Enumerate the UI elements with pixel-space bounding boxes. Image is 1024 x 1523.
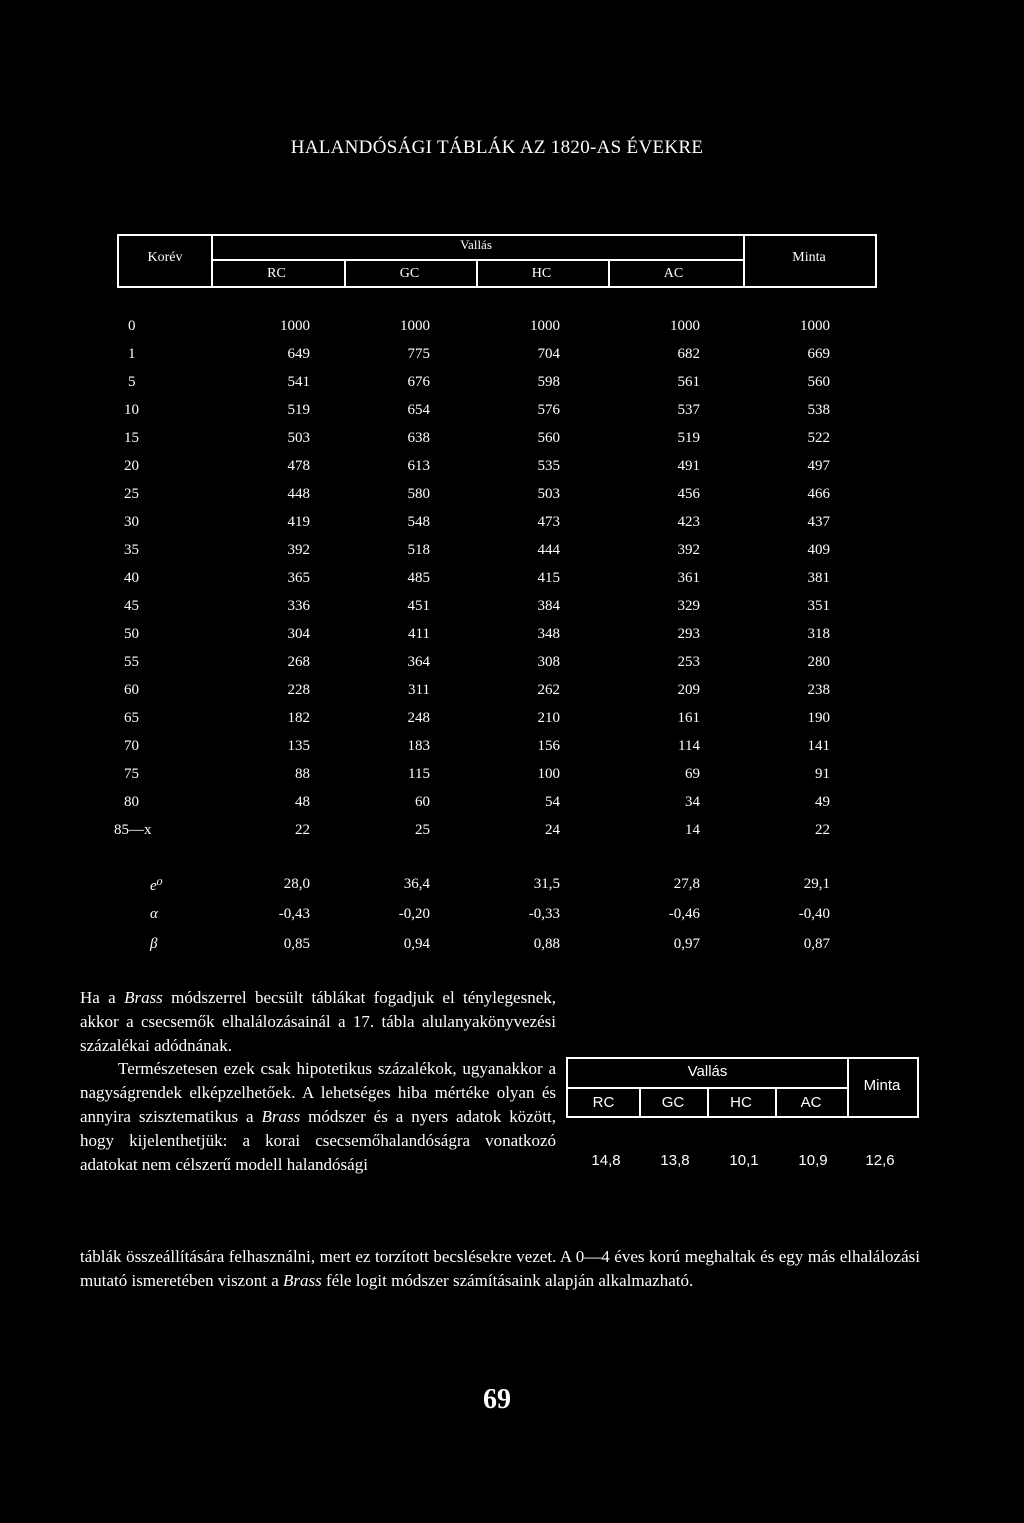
- table-row: [0, 402, 1024, 424]
- value-cell: 497: [807, 458, 830, 474]
- value-cell: 293: [677, 626, 700, 642]
- table-row: [0, 654, 1024, 676]
- value-cell: 135: [287, 738, 310, 754]
- value-cell: -0,33: [528, 906, 560, 922]
- value-cell: 538: [807, 402, 830, 418]
- value-cell: 329: [677, 598, 700, 614]
- value-cell: 423: [677, 514, 700, 530]
- value-cell: 444: [537, 542, 560, 558]
- value-cell: 69: [685, 766, 700, 782]
- value-cell: 280: [807, 654, 830, 670]
- value-cell: 456: [677, 486, 700, 502]
- value-cell: 415: [537, 570, 560, 586]
- age-cell: 85—x: [114, 822, 152, 838]
- header-gc: GC: [399, 266, 420, 281]
- value-cell: 580: [407, 486, 430, 502]
- value-cell: 311: [408, 682, 430, 698]
- inset-header-minta: Minta: [863, 1077, 901, 1094]
- value-cell: 14: [685, 822, 700, 838]
- header-rc: RC: [267, 266, 286, 281]
- table-row: [0, 682, 1024, 704]
- header-age: Korév: [147, 250, 183, 265]
- value-cell: 262: [537, 682, 560, 698]
- body-text-segment: Természetesen ezek csak hipotetikus százalékok, ugyanakkor a nagyságrendek elképzelhetőek.: [80, 1059, 556, 1103]
- value-cell: 560: [807, 374, 830, 390]
- age-cell: 40: [124, 570, 139, 586]
- table-row: [0, 514, 1024, 536]
- value-cell: 24: [545, 822, 560, 838]
- inset-value: 12,6: [865, 1152, 895, 1169]
- body-text: [80, 986, 556, 1176]
- header-ac: AC: [663, 266, 684, 281]
- value-cell: 351: [807, 598, 830, 614]
- brass-term: Brass: [261, 1106, 301, 1126]
- value-cell: 253: [677, 654, 700, 670]
- value-cell: 485: [407, 570, 430, 586]
- value-cell: -0,40: [798, 906, 830, 922]
- age-cell: 1: [128, 346, 136, 362]
- value-cell: 364: [407, 654, 430, 670]
- value-cell: 1000: [670, 318, 700, 334]
- value-cell: 54: [545, 794, 560, 810]
- table-row: [0, 794, 1024, 816]
- age-cell: 75: [124, 766, 139, 782]
- table-row: [0, 710, 1024, 732]
- page-title: HALANDÓSÁGI TÁBLÁK AZ 1820-AS ÉVEKRE: [290, 137, 704, 158]
- stat-row-beta: [0, 936, 1024, 958]
- inset-value: 14,8: [591, 1152, 621, 1169]
- table-row: [0, 570, 1024, 592]
- value-cell: 537: [677, 402, 700, 418]
- value-cell: 451: [407, 598, 430, 614]
- value-cell: 156: [537, 738, 560, 754]
- value-cell: 676: [407, 374, 430, 390]
- value-cell: 437: [807, 514, 830, 530]
- value-cell: 638: [407, 430, 430, 446]
- inset-value: 10,9: [798, 1152, 828, 1169]
- body-text-segment: féle logit módszer számításaink alapján alkalmazható.: [321, 1270, 694, 1290]
- value-cell: 60: [415, 794, 430, 810]
- value-cell: 228: [287, 682, 310, 698]
- body-text-segment: táblák összeállítására felhasználni, mert ez torzított becslésekre vezet. A 0—4 éves korú meghaltak és egy más elhalálozási mutató ismeretében viszont a: [80, 1247, 920, 1290]
- value-cell: 419: [287, 514, 310, 530]
- table-row: [0, 458, 1024, 480]
- value-cell: 0,94: [403, 936, 430, 952]
- value-cell: 409: [807, 542, 830, 558]
- value-cell: 34: [685, 794, 700, 810]
- value-cell: -0,43: [278, 906, 310, 922]
- body-text-segment: módszer és a nyers adatok között, hogy kijelenthetjük: a korai csecsemőhalandóságra vonatkozó adatokat nem célszerű modell halandósági: [80, 1106, 556, 1174]
- value-cell: 522: [807, 430, 830, 446]
- value-cell: 238: [807, 682, 830, 698]
- value-cell: 466: [807, 486, 830, 502]
- age-cell: 70: [124, 738, 139, 754]
- age-cell: 25: [124, 486, 139, 502]
- value-cell: 28,0: [283, 876, 310, 892]
- value-cell: 27,8: [673, 876, 700, 892]
- value-cell: 669: [807, 346, 830, 362]
- value-cell: 25: [415, 822, 430, 838]
- stat-label: α: [150, 906, 158, 922]
- value-cell: 318: [807, 626, 830, 642]
- header-religion: Vallás: [460, 237, 492, 252]
- value-cell: 518: [407, 542, 430, 558]
- value-cell: 49: [815, 794, 830, 810]
- value-cell: 190: [807, 710, 830, 726]
- value-cell: 478: [287, 458, 310, 474]
- value-cell: 210: [537, 710, 560, 726]
- value-cell: 161: [677, 710, 700, 726]
- value-cell: 1000: [800, 318, 830, 334]
- table-row: [0, 430, 1024, 452]
- value-cell: 704: [537, 346, 560, 362]
- value-cell: 561: [677, 374, 700, 390]
- age-cell: 80: [124, 794, 139, 810]
- value-cell: 1000: [400, 318, 430, 334]
- age-cell: 45: [124, 598, 139, 614]
- stat-row-alpha: [0, 906, 1024, 928]
- inset-header-rc: RC: [592, 1094, 615, 1111]
- value-cell: 29,1: [803, 876, 830, 892]
- table-row: [0, 598, 1024, 620]
- value-cell: 336: [287, 598, 310, 614]
- value-cell: 365: [287, 570, 310, 586]
- stat-label: e⁰: [150, 878, 163, 894]
- value-cell: -0,20: [398, 906, 430, 922]
- age-cell: 55: [124, 654, 139, 670]
- value-cell: 682: [677, 346, 700, 362]
- inset-header-hc: HC: [730, 1094, 752, 1111]
- table-row: [0, 626, 1024, 648]
- brass-term: Brass: [283, 1270, 322, 1290]
- value-cell: 503: [287, 430, 310, 446]
- value-cell: 541: [287, 374, 310, 390]
- value-cell: 22: [815, 822, 830, 838]
- value-cell: 141: [807, 738, 830, 754]
- value-cell: 361: [677, 570, 700, 586]
- age-cell: 50: [124, 626, 139, 642]
- inset-value: 10,1: [729, 1152, 759, 1169]
- age-cell: 60: [124, 682, 139, 698]
- value-cell: 548: [407, 514, 430, 530]
- value-cell: 392: [287, 542, 310, 558]
- table-row: [0, 738, 1024, 760]
- value-cell: 473: [537, 514, 560, 530]
- value-cell: 304: [287, 626, 310, 642]
- value-cell: 31,5: [533, 876, 560, 892]
- table-row: [0, 486, 1024, 508]
- inset-header-gc: GC: [661, 1094, 685, 1111]
- table-row: [0, 822, 1024, 844]
- table-row: [0, 318, 1024, 340]
- inset-value: 13,8: [660, 1152, 690, 1169]
- age-cell: 30: [124, 514, 139, 530]
- header-minta: Minta: [792, 250, 826, 265]
- age-cell: 65: [124, 710, 139, 726]
- body-text-segment: Ha a: [80, 988, 125, 1007]
- value-cell: 0,87: [803, 936, 830, 952]
- value-cell: 411: [408, 626, 430, 642]
- value-cell: 613: [407, 458, 430, 474]
- value-cell: 649: [287, 346, 310, 362]
- value-cell: 268: [287, 654, 310, 670]
- value-cell: 560: [537, 430, 560, 446]
- value-cell: 1000: [530, 318, 560, 334]
- inset-header-ac: AC: [800, 1094, 822, 1111]
- value-cell: 654: [407, 402, 430, 418]
- value-cell: 182: [287, 710, 310, 726]
- age-cell: 10: [124, 402, 139, 418]
- age-cell: 35: [124, 542, 139, 558]
- body-text-segment: A lehetséges hiba mértéke olyan és annyira szisztematikus a: [80, 1083, 557, 1126]
- page-number: 69: [483, 1384, 511, 1415]
- value-cell: 115: [408, 766, 430, 782]
- value-cell: 491: [677, 458, 700, 474]
- value-cell: -0,46: [668, 906, 700, 922]
- stat-row-e0: [0, 876, 1024, 898]
- value-cell: 775: [407, 346, 430, 362]
- age-cell: 20: [124, 458, 139, 474]
- value-cell: 0,97: [673, 936, 700, 952]
- value-cell: 88: [295, 766, 310, 782]
- header-hc: HC: [531, 266, 552, 281]
- value-cell: 0,85: [283, 936, 310, 952]
- value-cell: 392: [677, 542, 700, 558]
- age-cell: 5: [128, 374, 136, 390]
- value-cell: 209: [677, 682, 700, 698]
- value-cell: 308: [537, 654, 560, 670]
- stat-label: β: [150, 936, 158, 952]
- value-cell: 22: [295, 822, 310, 838]
- table-row: [0, 766, 1024, 788]
- body-text-continued: [80, 1245, 920, 1293]
- value-cell: 36,4: [403, 876, 430, 892]
- value-cell: 91: [815, 766, 830, 782]
- value-cell: 519: [287, 402, 310, 418]
- value-cell: 0,88: [533, 936, 560, 952]
- brass-term: Brass: [124, 988, 163, 1007]
- value-cell: 348: [537, 626, 560, 642]
- table-row: [0, 374, 1024, 396]
- value-cell: 519: [677, 430, 700, 446]
- body-text-segment: módszerrel becsült táblákat fogadjuk el ténylegesnek, akkor a csecsemők elhalálozásainál a 17. tábla alulanyakönyvezési százalékai adódnának.: [80, 988, 557, 1055]
- table-row: [0, 542, 1024, 564]
- value-cell: 503: [537, 486, 560, 502]
- value-cell: 448: [287, 486, 310, 502]
- value-cell: 248: [407, 710, 430, 726]
- age-cell: 0: [128, 318, 136, 334]
- value-cell: 535: [537, 458, 560, 474]
- inset-header-religion: Vallás: [687, 1063, 728, 1080]
- table-row: [0, 346, 1024, 368]
- value-cell: 48: [295, 794, 310, 810]
- value-cell: 576: [537, 402, 560, 418]
- value-cell: 598: [537, 374, 560, 390]
- value-cell: 1000: [280, 318, 310, 334]
- age-cell: 15: [124, 430, 139, 446]
- value-cell: 114: [678, 738, 700, 754]
- value-cell: 384: [537, 598, 560, 614]
- value-cell: 100: [537, 766, 560, 782]
- value-cell: 183: [407, 738, 430, 754]
- value-cell: 381: [807, 570, 830, 586]
